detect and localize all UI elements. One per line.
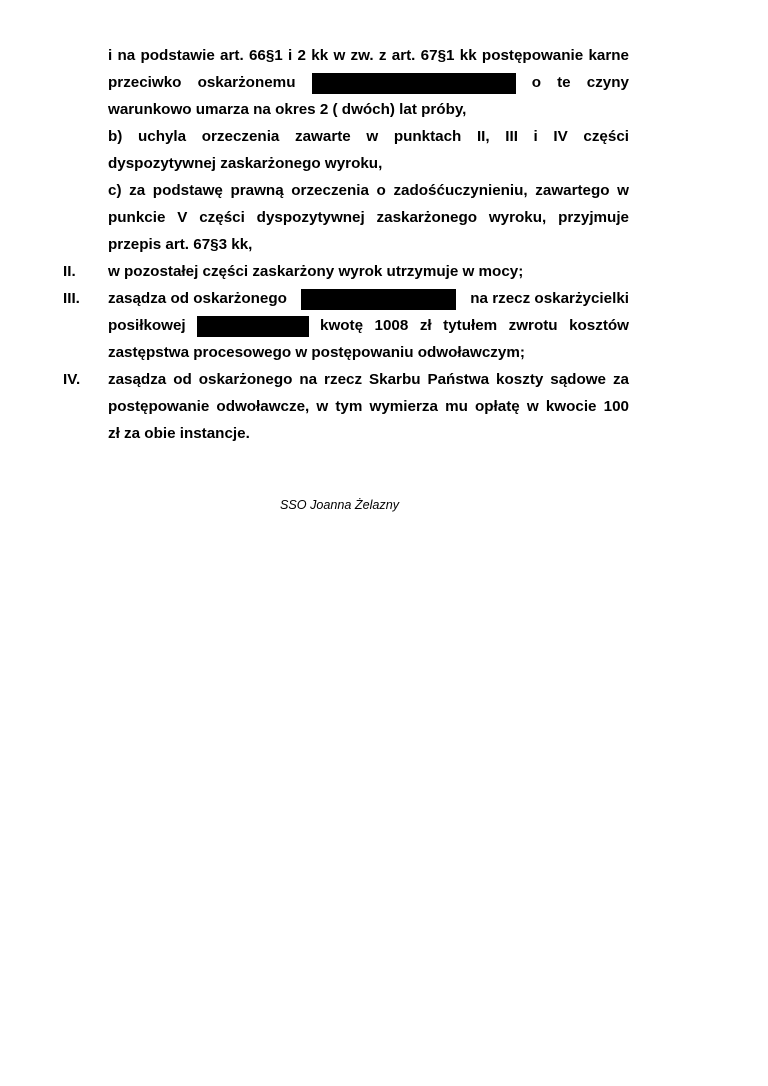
text-line: punkcie V części dyspozytywnej zaskarżonego wyroku, przyjmuje bbox=[108, 209, 629, 226]
text-word: oskarżonemu bbox=[197, 74, 296, 91]
redaction-box bbox=[312, 73, 516, 94]
redaction-box bbox=[197, 316, 309, 337]
text-fragment: posiłkowej bbox=[108, 317, 186, 334]
text-word: te bbox=[557, 74, 571, 91]
text-line-with-redaction bbox=[108, 316, 629, 337]
text-line: w pozostałej części zaskarżony wyrok utrzymuje w mocy; bbox=[108, 263, 524, 280]
text-word: przeciwko bbox=[108, 74, 182, 91]
redaction-box bbox=[301, 289, 456, 310]
text-line: c) za podstawę prawną orzeczenia o zadośćuczynieniu, zawartego w bbox=[108, 182, 629, 199]
text-fragment: zasądza od oskarżonego bbox=[108, 290, 287, 307]
text-word: czyny bbox=[586, 74, 629, 91]
text-line: b) uchyla orzeczenia zawarte w punktach II, III i IV części bbox=[108, 128, 629, 145]
text-line: zasądza od oskarżonego na rzecz Skarbu Państwa koszty sądowe za bbox=[108, 371, 629, 388]
text-line-with-redaction bbox=[108, 289, 629, 310]
section-numeral: III. bbox=[63, 290, 80, 307]
text-line: i na podstawie art. 66§1 i 2 kk w zw. z art. 67§1 kk postępowanie karne bbox=[108, 47, 629, 64]
text-fragment: kwotę 1008 zł tytułem zwrotu kosztów bbox=[320, 317, 629, 334]
text-line: warunkowo umarza na okres 2 ( dwóch) lat próby, bbox=[108, 101, 467, 118]
text-line: zł za obie instancje. bbox=[108, 425, 250, 442]
text-word: o bbox=[531, 74, 541, 91]
section-numeral: IV. bbox=[63, 371, 81, 388]
text-line: dyspozytywnej zaskarżonego wyroku, bbox=[108, 155, 383, 172]
text-line: przepis art. 67§3 kk, bbox=[108, 236, 253, 253]
text-line-with-redaction bbox=[108, 73, 629, 94]
text-line: postępowanie odwoławcze, w tym wymierza mu opłatę w kwocie 100 bbox=[108, 398, 629, 415]
text-line: zastępstwa procesowego w postępowaniu odwoławczym; bbox=[108, 344, 525, 361]
section-numeral: II. bbox=[63, 263, 76, 280]
text-fragment: na rzecz oskarżycielki bbox=[470, 290, 629, 307]
judge-signature: SSO Joanna Żelazny bbox=[280, 498, 400, 512]
